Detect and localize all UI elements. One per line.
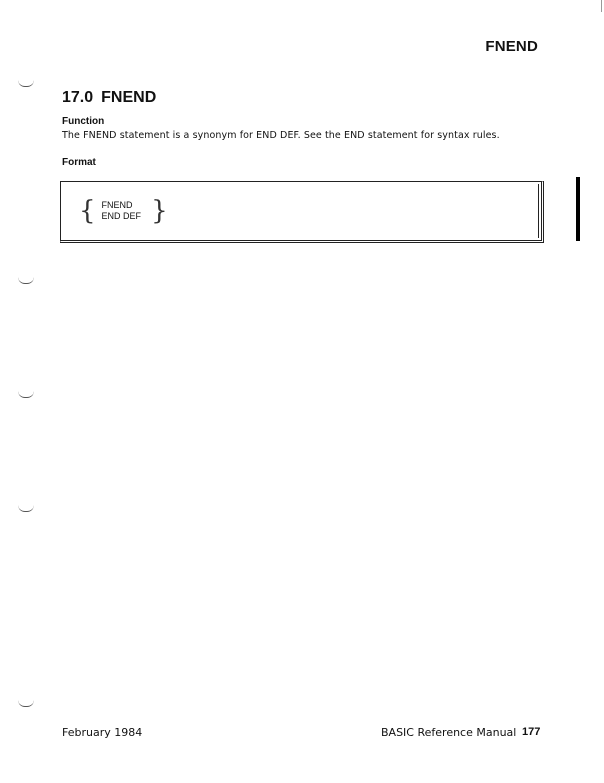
section-number: 17.0	[62, 89, 94, 106]
left-brace-icon: {	[79, 196, 96, 226]
syntax-choice-group	[79, 198, 168, 224]
punch-hole-mark	[18, 80, 34, 87]
footer-page-number: 177	[522, 726, 541, 738]
punch-hole-mark	[18, 277, 34, 284]
right-brace-icon: }	[151, 196, 168, 226]
footer-manual-title: BASIC Reference Manual	[381, 726, 517, 739]
footer-date: February 1984	[62, 726, 143, 739]
format-heading: Format	[62, 157, 96, 168]
section-title-text: FNEND	[101, 89, 157, 106]
running-head: FNEND	[485, 38, 538, 55]
change-bar	[576, 177, 580, 241]
format-box	[60, 181, 544, 243]
punch-hole-mark	[18, 505, 34, 512]
function-heading: Function	[62, 116, 105, 127]
page-edge-mark	[601, 0, 602, 12]
punch-hole-mark	[18, 700, 34, 707]
syntax-line: END DEF	[101, 211, 142, 221]
syntax-lines	[102, 198, 142, 224]
syntax-line: FNEND	[101, 200, 133, 210]
function-description: The FNEND statement is a synonym for END DEF. See the END statement for syntax rules.	[62, 130, 500, 141]
section-title	[62, 89, 156, 107]
punch-hole-mark	[18, 391, 34, 398]
